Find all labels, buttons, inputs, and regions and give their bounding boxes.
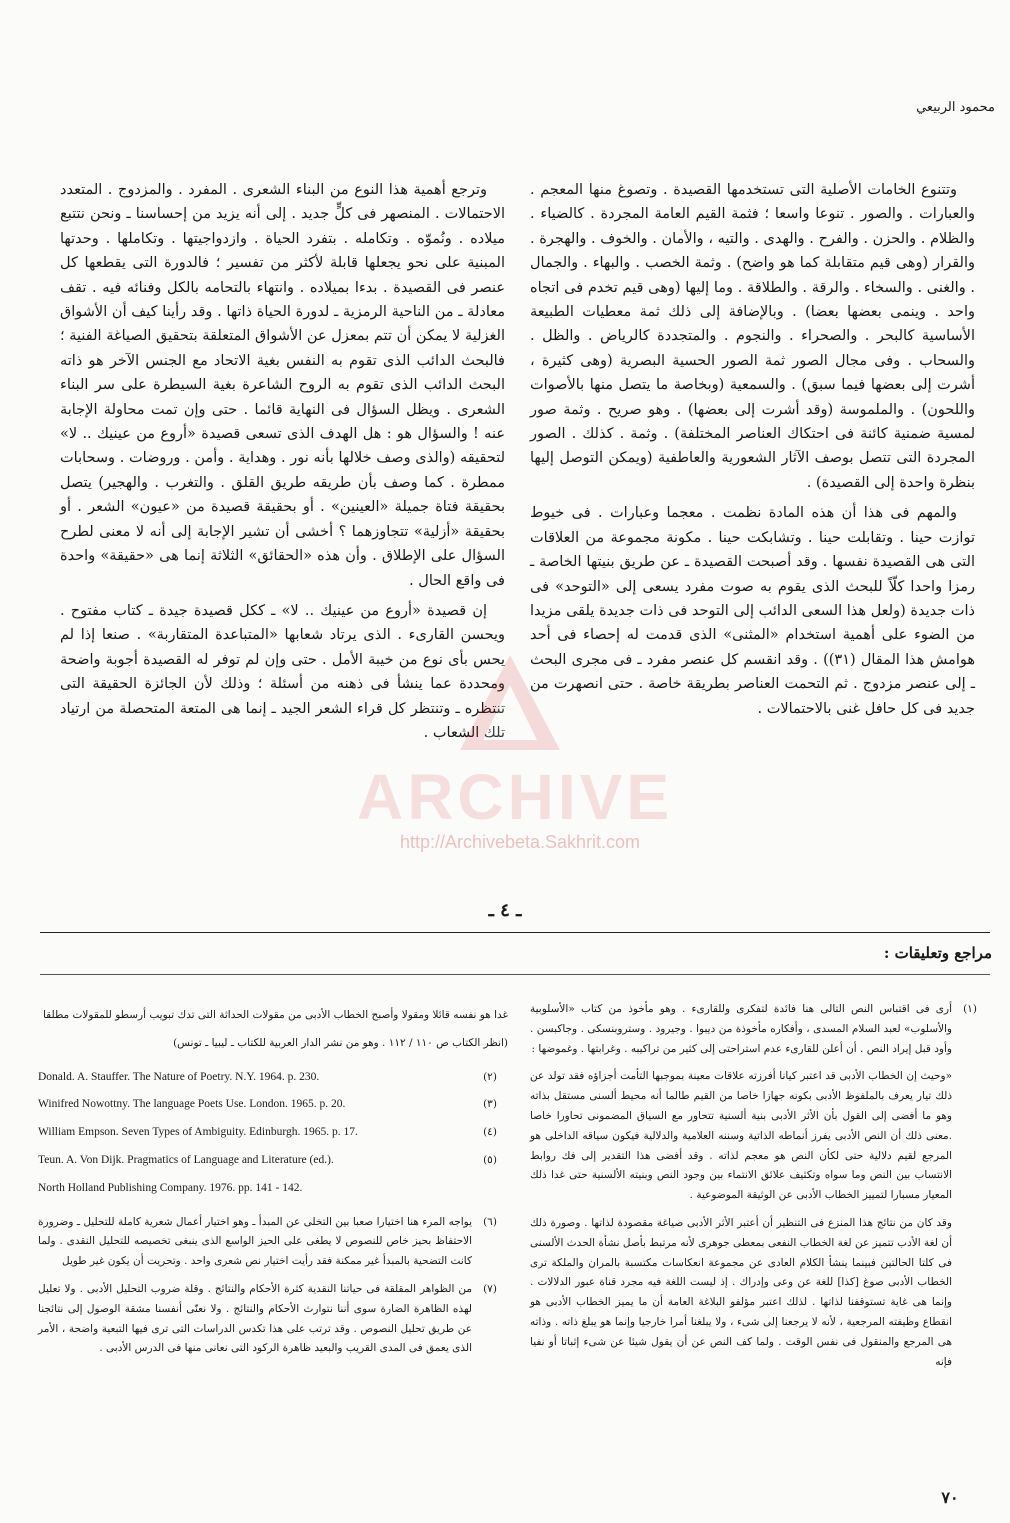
note-item [530,1000,988,1059]
reference-text: William Empson. Seven Types of Ambiguity. Edinburgh. 1965. p. 17. [38,1126,358,1139]
note-number: (٦) [483,1215,497,1228]
note-item [38,1280,508,1359]
reference-number: (٢) [483,1070,497,1083]
notes-column-left [38,1000,508,1367]
body-paragraph: وتتنوع الخامات الأصلية التى تستخدمها القصيدة . وتصوغ منها المعجم . والعبارات . والصور . تنوعا واسعا ؛ فثمة القيم العامة المجردة . كالضياء . والظلام . والحزن . والفرح . والهدى . والتيه ، والأمان . والخوف . والهجرة . والقرار (وهى قيم متقابلة كما هو واضح) . وثمة الخصب . والبهاء . والجمال . والغنى . والسخاء . والرقة . والطلاقة . وما إليها (وهى قيم تخدم فى اتجاه واحد . وينمى بعضها بعضا) . وبالإضافة إلى ذلك ثمة معطيات الطبيعة الأساسية كالبحر . والصحراء . والنجوم . والمتجددة كالرياض . والظل . والسحاب . وفى مجال الصور ثمة الصور الحسية البصرية (وهى كثيرة ، أشرت إلى بعضها فيما سبق) . والسمعية (وبخاصة ما يتصل منها بالأصوات واللحون) . والملموسة (وقد أشرت إلى بعضها) . وهو صريح . وثمة صور لمسية ضمنية كائنة فى احتكاك العناصر المختلفة) . وثمة . كذلك . الصور المجردة التى تتصل بوصف الآثار الشعورية والعاطفية (ويمكن التوصل إليها بنظرة واحدة إلى القصيدة) . [530,182,975,491]
divider [40,974,990,975]
watermark-text: ARCHIVE [356,761,674,833]
body-column-left [60,178,505,751]
reference-number: (٤) [483,1126,497,1139]
note-quote: وقد كان من نتائج هذا المنزع فى التنظير أن أعتبر الأثر الأدبى صياغة مقصودة لذاتها . وصورة ذلك أن لغة الأدب تتميز عن لغة الخطاب النفعى بمعطى جوهرى لأنه مرتبط بأصل نشأة الحدث الألسنى فى كلتا الحالتين فبينما ينشأ الكلام العادى عن مجموعة انعكاسات مكتسبة بالمران والملكة ترى الخطاب الأدبى صوغ [كذا] للغة عن وعى وإدراك . إذ ليست اللغة فيه مجرد قناة عبور الدلالات . وإنما هى غاية تستوقفنا لذاتها . لذلك اعتبر مؤلفو البلاغة العامة أن ما يميز الخطاب الأدبى هو انقطاع وظيفته المرجعية ، لأنه لا يرجعنا إلى شىء ، ولا يبلغنا أمرا خارجيا وإنما هو يبلغ ذاته . وذاته هى المرجع والمنقول فى نفس الوقت . ولما كف النص عن أن يقول شيئا عن شىء إثباتا أو نفيا فإنه [530,1216,952,1368]
note-citation: (انظر الكتاب ص ١١٠ / ١١٢ . وهو من نشر الدار العربية للكتاب ـ ليبيا ـ تونس) [173,1036,508,1049]
note-quote: «وحيث إن الخطاب الأدبى قد اعتبر كيانا أفرزته علاقات معينة بموجبها التأمت أجزاؤه فقد تولد عن ذلك تيار يعرف بالملفوظ الأدبى بكونه جهازا خاصا من القيم طالما أنه محيط ألسنى مستقل بذاته وهو ما أفضى إلى القول بأن الأثر الأدبى بنية ألسنية تتحاور مع السياق المضمونى تحاورا خاصا .معنى ذلك أن النص الأدبى يفرز أنماطه الذاتية وسننه العلامية والدلالية فيكون سياقه الداخلى هو المرجع لقيم دلالية حتى لكأن النص هو معجم لذاته . وقد أفضى هذا التقدير إلى فك روابط الانتساب بين النص وما سواه وتكثيف علائق الانتماء بين وجود النص وبنيته الألسنية حتى غدا ذلك المعيار مسبارا لتمييز الخطاب الأدبى عن الوثيقة الموضوعية . [530,1070,952,1202]
body-paragraph: والمهم فى هذا أن هذه المادة نظمت . معجما وعبارات . فى خيوط توازت حينا . وتقابلت حينا . وتشابكت حينا . مكونة مجموعة من العلاقات التى هى القصيدة نفسها . وقد أصبحت القصيدة ـ عن طريق بنيتها الخاصة ـ رمزا واحدا كلّاً للبحث الذى يقوم به صوت مفرد يسعى إلى «التوحد» فى ذات جديدة (ولعل هذا السعى الدائب إلى التوحد فى ذات جديدة يلقى مزيدا من الضوء على أهمية استخدام «المثنى» الذى قدمت له إحصاء فى أحد هوامش هذا المقال (٣١)) . وقد انقسم كل عنصر مفرد ـ فى مجرى البحث ـ إلى عنصر مزدوج . ثم التحمت العناصر بطريقة خاصة . حتى انصهرت من جديد فى كل حافل غنى بالاحتمالات . [530,505,975,717]
reference-continuation: North Holland Publishing Company. 1976. pp. 141 - 142. [38,1181,303,1194]
body-column-right [530,178,975,727]
watermark-url: http://Archivebeta.Sakhrit.com [399,832,641,852]
reference-item [38,1068,508,1088]
notes-column-right [530,1000,988,1380]
divider [40,932,990,933]
note-number: (١) [963,1003,977,1015]
page-number: ٧٠ [941,1488,959,1507]
reference-text: Donald. A. Stauffer. The Nature of Poetry. N.Y. 1964. p. 230. [38,1070,320,1083]
reference-number: (٥) [483,1153,497,1166]
notes-heading: مراجع وتعليقات : [883,944,992,962]
body-paragraph: إن قصيدة «أروع من عينيك .. لا» ـ ككل قصيدة جيدة ـ كتاب مفتوح . ويحسن القارىء . الذى يرتاد شعابها «المتباعدة المتقاربة» . صنعا إذا لم يحس بأى نوع من خيبة الأمل . حتى وإن لم توفر له القصيدة أجوبة واضحة ومحددة عما ينشأ فى ذهنه من أسئلة ؛ وذلك لأن الجائزة الحقيقة التى تنتظره ـ وتنتظر كل قراء الشعر الجيد ـ إنما هى المتعة المتحصلة من ارتياد تلك الشعاب . [60,602,505,741]
note-item [38,1213,508,1272]
reference-item [38,1151,508,1171]
reference-text: Winifred Nowottny. The language Poets Use. London. 1965. p. 20. [38,1098,346,1111]
reference-item [38,1095,508,1115]
note-text: من الظواهر المقلقة فى حياتنا النقدية كثرة الأحكام والنتائج . وقلة ضروب التحليل الأدبى . ولا تعليل لهذه الظاهرة الضارة سوى أننا نتوارث الأحكام والنتائج . ولا نعنّى أنفسنا مشقة الوصول إلى نتائجنا عن طريق تحليل النصوص . وقد ترتب على هذا تكدس الدراسات التى ترى فيها التبعية واضحة ، الأمر الذى يعمق فى المدى القريب والبعيد ظاهرة الركود التى نعانى منها فى الدرس الأدبى . [38,1282,472,1355]
running-header-author: محمود الربيعي [916,100,995,115]
section-page-marker: ـ ٤ ـ [488,900,522,921]
body-paragraph: وترجع أهمية هذا النوع من البناء الشعرى . المفرد . والمزدوج . المتعدد الاحتمالات . المنصهر فى كلٍّ جديد . إلى أنه يزيد من إحساسنا ـ ونحن نتتبع ميلاده . ونُموّه . وتكامله . بتفرد الحياة . وازدواجيتها . وتكاملها . وحدتها المبنية على نحو يجعلها قابلة لأكثر من تفسير ؛ فالدورة التى يقطعها كل عنصر فى القصيدة . بدءا بميلاده . وانتهاء بالتحامه بالكل وفنائه فيه . تقف معادلة ـ من الناحية الرمزية ـ لدورة الحياة ذاتها . وقد رأينا كيف أن الأشواق الغزلية لا يمكن أن تتم بمعزل عن الأشواق المتعلقة بتحقيق الصياغة الفنية ؛ فالبحث الدائب الذى تقوم به النفس بغية الاتحاد مع الجنس الآخر هو ذاته البحث الدائب الذى تقوم به الروح الشاعرة بغية السيطرة على سر البناء الشعرى . ويظل السؤال فى النهاية قائما . حتى وإن تمت محاولة الإجابة عنه ! والسؤال هو : هل الهدف الذى تسعى قصيدة «أروع من عينيك .. لا» لتحقيقه (والذى وصف خلالها بأنه نور . وهداية . وأمن . وروضات . وسحابات ممطرة . كما وصف بأن طريقه طريق القلق . والتغرب . والهجير) يتصل بحقيقة فتاة جميلة «العينين» . أو بحقيقة قصيدة من «عيون» الشعر . أو بحقيقة «أزلية» تتجاوزهما ؟ أخشى أن تشير الإجابة إلى أنه لا معنى لطرح السؤال على الإطلاق . وأن هذه «الحقائق» الثلاثة إنما هى «حقيقة» واحدة فى واقع الحال . [60,182,505,589]
note-text: أرى فى اقتباس النص التالى هنا فائدة لتفكرى وللقارىء . وهو مأخوذ من كتاب «الأسلوبية والأسلوب» لعبد السلام المسدى ، وأفكاره مأخوذة من ديبوا . وجيرود . وستروبنسكى . وجاكبسن . وأود قبل إيراد النص . أن أعلن للقارىء عدم استراحتى إلى كثير من تراكيبه . وغرابتها . وغموضها : [530,1003,952,1055]
note-text: يواجه المرء هنا اختيارا صعبا بين التخلى عن المبدأ ـ وهو اختيار أعمال شعرية كاملة للتحليل ـ وضرورة الاحتفاظ بحيز خاص للنصوص لا يطغى على الحيز الواسع الذى ينبغى تخصيصه للتحليل النقدى . ولما كانت التضحية بالمبدأ غير ممكنة فقد رأيت اختيار نص شعرى واحد . وتحريت أن يكون غير طويل [38,1215,472,1268]
reference-number: (٣) [483,1098,497,1111]
note-number: (٧) [483,1282,497,1295]
archive-logo-icon [455,650,565,760]
reference-text: Teun. A. Von Dijk. Pragmatics of Language and Literature (ed.). [38,1153,334,1166]
reference-item [38,1123,508,1143]
note-continuation: غدا هو نفسه قائلا ومقولا وأصبح الخطاب الأدبى من مقولات الحداثة التى تدك تبويب أرسطو للمقولات مطلقا [42,1009,508,1021]
